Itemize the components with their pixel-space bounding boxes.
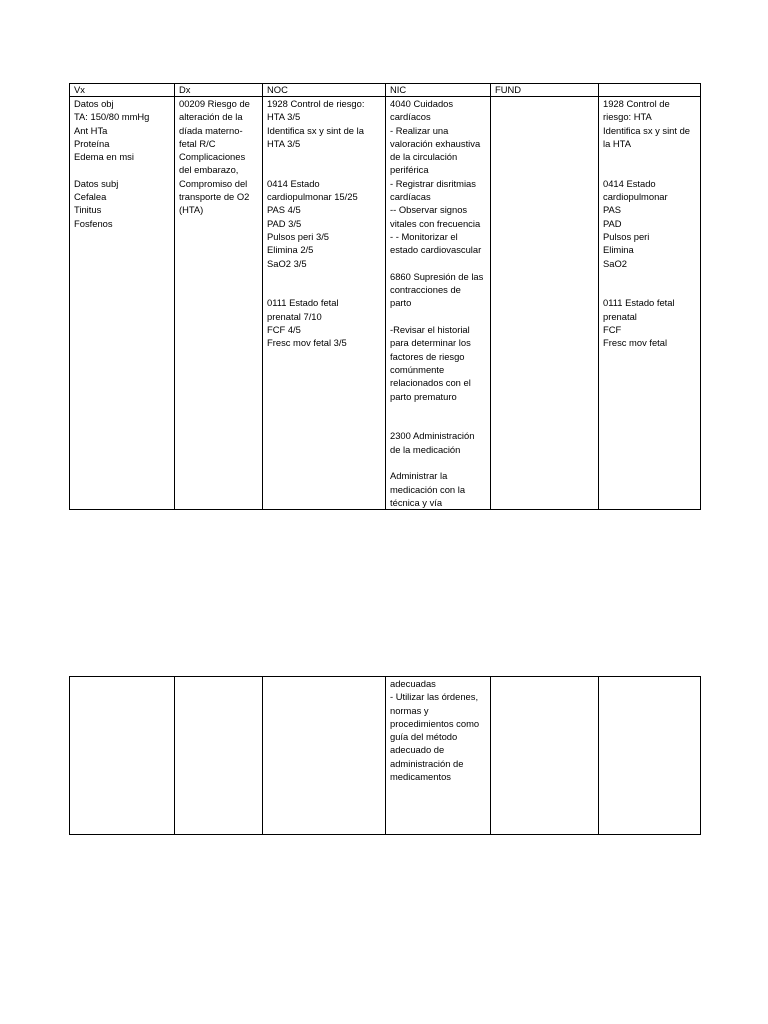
blank-line — [267, 163, 381, 176]
header-dx: Dx — [175, 84, 263, 97]
nic-cell — [386, 97, 491, 510]
cell-line: 0414 Estado — [267, 177, 320, 189]
cell-line: 6860 Supresión de las — [390, 270, 484, 282]
cell-line: díada materno- — [179, 124, 243, 136]
cell-line: Pulsos peri — [603, 230, 650, 242]
blank-line — [603, 163, 696, 176]
header-nic: NIC — [386, 84, 491, 97]
cell-line: comúnmente — [390, 363, 445, 375]
cell-line: -- Observar signos — [390, 204, 468, 216]
cell-line: Proteína — [74, 137, 110, 149]
blank-line — [74, 163, 170, 176]
cell-line: Elimina — [603, 244, 634, 256]
cell-line: FCF — [603, 324, 622, 336]
cell-line: Elimina 2/5 — [267, 244, 314, 256]
cell-line: estado cardiovascular — [390, 244, 482, 256]
cell-line: PAS 4/5 — [267, 204, 301, 216]
cell-line: Complicaciones — [179, 151, 246, 163]
cell-line: técnica y vía — [390, 496, 443, 508]
cell-line: transporte de O2 — [179, 191, 250, 203]
blank-line — [267, 270, 381, 283]
cell-line: 4040 Cuidados — [390, 98, 454, 109]
cell-line: SaO2 — [603, 257, 627, 269]
cell-line: Compromiso del — [179, 177, 248, 189]
cell-line: procedimientos como — [390, 717, 480, 729]
blank-line — [390, 456, 486, 469]
cell-line: 0111 Estado fetal — [603, 297, 675, 309]
blank-line — [267, 150, 381, 163]
cell-line: la HTA — [603, 137, 631, 149]
cell-line: contracciones de — [390, 284, 461, 296]
cell-line: guía del método — [390, 731, 458, 743]
cell-line: fetal R/C — [179, 137, 216, 149]
table-row — [70, 97, 701, 510]
fund-cell — [491, 677, 599, 835]
cell-line: 1928 Control de riesgo: — [267, 98, 365, 109]
cell-line: riesgo: HTA — [603, 111, 652, 123]
cell-line: vitales con frecuencia — [390, 217, 481, 229]
blank-line — [390, 257, 486, 270]
blank-line — [603, 283, 696, 296]
cell-line: alteración de la — [179, 111, 243, 123]
cell-line: 00209 Riesgo de — [179, 98, 250, 109]
cell-line: Fosfenos — [74, 217, 113, 229]
cell-line: Fresc mov fetal 3/5 — [267, 337, 347, 349]
blank-line — [603, 270, 696, 283]
cell-line: Ant HTa — [74, 124, 108, 136]
header-fund: FUND — [491, 84, 599, 97]
care-plan-table — [69, 83, 701, 510]
cell-line: administración de — [390, 757, 464, 769]
cell-line: HTA 3/5 — [267, 137, 301, 149]
cell-line: (HTA) — [179, 204, 204, 216]
blank-line — [267, 283, 381, 296]
cell-line: Tinitus — [74, 204, 102, 216]
cell-line: - Utilizar las órdenes, — [390, 691, 479, 703]
cell-line: cardíacos — [390, 111, 431, 123]
cell-line: Identifica sx y sint de — [603, 124, 691, 136]
cell-line: prenatal — [603, 310, 637, 322]
vx-cell — [70, 97, 175, 510]
cell-line: TA: 150/80 mmHg — [74, 111, 150, 123]
cell-line: PAS — [603, 204, 622, 216]
cell-line: PAD 3/5 — [267, 217, 302, 229]
table-header-row — [70, 84, 701, 97]
cell-line: Datos subj — [74, 177, 119, 189]
cell-line: HTA 3/5 — [267, 111, 301, 123]
cell-line: 1928 Control de — [603, 98, 670, 109]
blank-line — [390, 416, 486, 429]
blank-line — [390, 310, 486, 323]
cell-line: medicamentos — [390, 771, 451, 783]
cell-line: - Realizar una — [390, 124, 449, 136]
cell-line: SaO2 3/5 — [267, 257, 307, 269]
cell-line: parto prematuro — [390, 390, 457, 402]
cell-line: medicación con la — [390, 483, 466, 495]
cell-line: factores de riesgo — [390, 350, 465, 362]
cell-line: valoración exhaustiva — [390, 137, 481, 149]
table-row — [70, 677, 701, 835]
care-plan-table-continued — [69, 676, 701, 835]
blank-line — [603, 150, 696, 163]
cell-line: cardíacas — [390, 191, 431, 203]
evaluation-cell — [599, 97, 701, 510]
cell-line: Fresc mov fetal — [603, 337, 668, 349]
blank-line — [390, 403, 486, 416]
cell-line: 0414 Estado — [603, 177, 656, 189]
cell-line: parto — [390, 297, 412, 309]
cell-line: PAD — [603, 217, 622, 229]
cell-line: Identifica sx y sint de la — [267, 124, 364, 136]
dx-cell — [175, 677, 263, 835]
cell-line: de la circulación — [390, 151, 458, 163]
noc-cell — [263, 97, 386, 510]
cell-line: adecuadas — [390, 678, 436, 689]
cell-line: 2300 Administración — [390, 430, 475, 442]
cell-line: de la medicación — [390, 443, 461, 455]
cell-line: Edema en msi — [74, 151, 134, 163]
cell-line: 0111 Estado fetal — [267, 297, 339, 309]
header-noc: NOC — [263, 84, 386, 97]
cell-line: cardiopulmonar 15/25 — [267, 191, 358, 203]
header-blank — [599, 84, 701, 97]
cell-line: adecuado de — [390, 744, 445, 756]
cell-line: Administrar la — [390, 470, 448, 482]
evaluation-cell — [599, 677, 701, 835]
cell-line: FCF 4/5 — [267, 324, 301, 336]
cell-line: - - Monitorizar el — [390, 230, 458, 242]
cell-line: normas y — [390, 704, 429, 716]
fund-cell — [491, 97, 599, 510]
cell-line: -Revisar el historial — [390, 324, 470, 336]
header-vx: Vx — [70, 84, 175, 97]
cell-line: periférica — [390, 164, 429, 176]
cell-line: Pulsos peri 3/5 — [267, 230, 330, 242]
cell-line: Datos obj — [74, 98, 114, 109]
cell-line: - Registrar disritmias — [390, 177, 476, 189]
cell-line: Cefalea — [74, 191, 107, 203]
vx-cell — [70, 677, 175, 835]
cell-line: del embarazo, — [179, 164, 239, 176]
dx-cell — [175, 97, 263, 510]
cell-line: para determinar los — [390, 337, 471, 349]
cell-line: cardiopulmonar — [603, 191, 668, 203]
cell-line: relacionados con el — [390, 377, 471, 389]
nic-cell — [386, 677, 491, 835]
noc-cell — [263, 677, 386, 835]
cell-line: prenatal 7/10 — [267, 310, 322, 322]
